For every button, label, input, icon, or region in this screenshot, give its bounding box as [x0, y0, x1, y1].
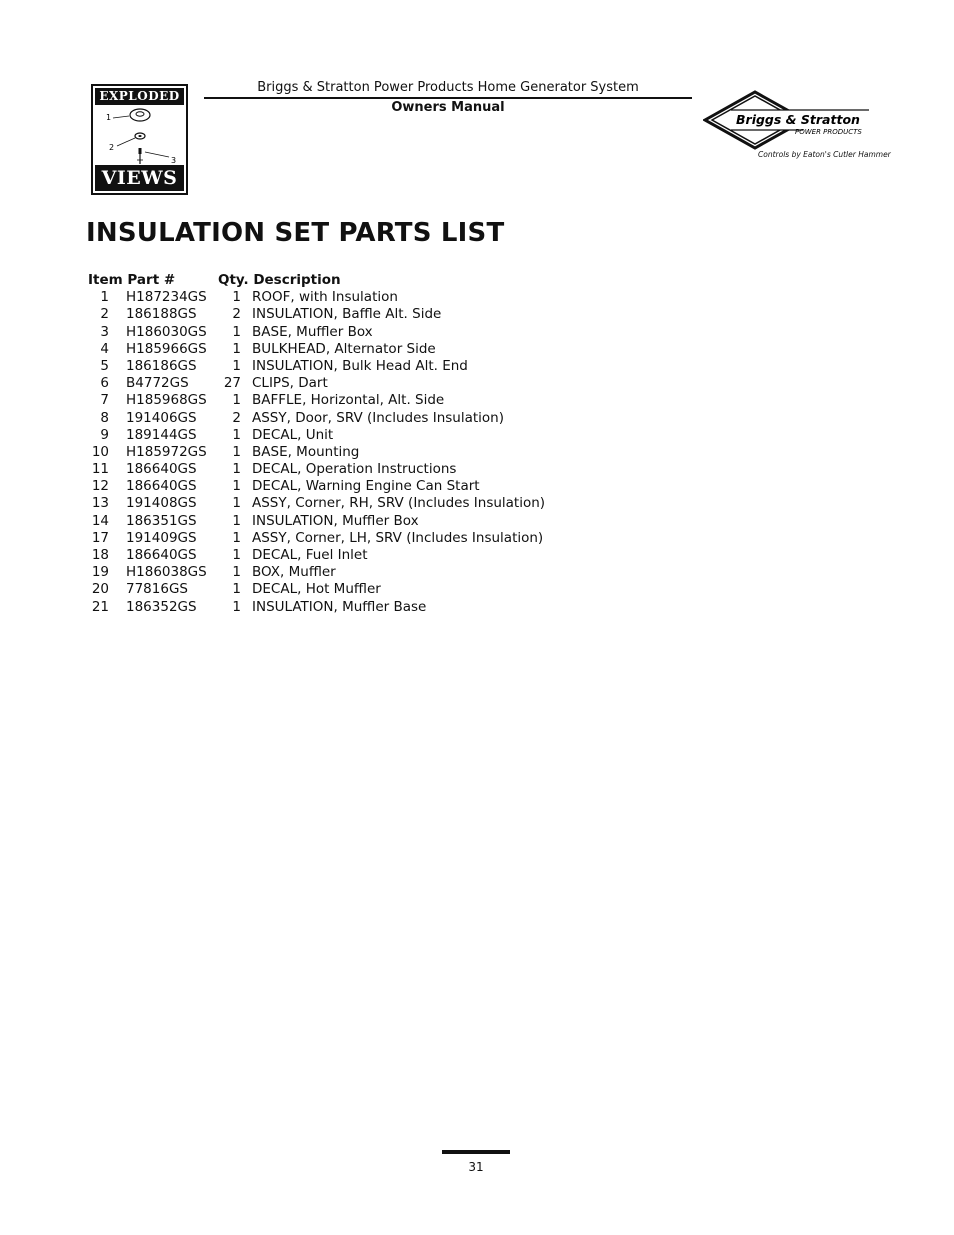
description: DECAL, Operation Instructions	[252, 461, 457, 478]
header-item-part: Item Part #	[88, 272, 176, 288]
description: BOX, Muffler	[252, 564, 336, 581]
description: INSULATION, Muffler Base	[252, 598, 427, 615]
item-number: 10	[91, 443, 109, 460]
description: ASSY, Door, SRV (Includes Insulation)	[252, 409, 504, 426]
description: DECAL, Unit	[252, 426, 334, 443]
quantity: 1	[232, 478, 241, 495]
item-number: 19	[91, 564, 109, 581]
item-number: 20	[91, 581, 109, 598]
badge-bottom-label: VIEWS	[95, 165, 184, 191]
description: DECAL, Warning Engine Can Start	[252, 478, 480, 495]
part-number: 191409GS	[126, 529, 197, 546]
quantity: 1	[232, 581, 241, 598]
quantity: 1	[232, 357, 241, 374]
footer-bar	[442, 1150, 510, 1154]
item-number: 12	[91, 478, 109, 495]
quantity: 1	[232, 392, 241, 409]
page-title: INSULATION SET PARTS LIST	[86, 218, 505, 248]
description: ASSY, Corner, RH, SRV (Includes Insulation)	[252, 495, 546, 512]
item-number: 7	[100, 392, 109, 409]
description: ROOF, with Insulation	[252, 289, 398, 306]
part-number: H185966GS	[126, 340, 207, 357]
part-number: 186352GS	[126, 598, 197, 615]
part-number: 186640GS	[126, 478, 197, 495]
quantity: 1	[232, 529, 241, 546]
quantity: 1	[232, 289, 241, 306]
part-number: H186030GS	[126, 323, 207, 340]
logo-brand: Briggs & Stratton	[736, 112, 860, 127]
description: BASE, Muffler Box	[252, 323, 373, 340]
exploded-views-badge	[91, 84, 188, 195]
item-number: 9	[100, 426, 109, 443]
badge-callout-2: 2	[109, 143, 115, 152]
quantity: 1	[232, 426, 241, 443]
description: ASSY, Corner, LH, SRV (Includes Insulation)	[252, 529, 544, 546]
quantity: 1	[232, 495, 241, 512]
description: INSULATION, Muffler Box	[252, 512, 419, 529]
part-number: B4772GS	[126, 375, 189, 392]
header-qty-description: Qty. Description	[218, 272, 341, 288]
quantity: 1	[232, 461, 241, 478]
description: BASE, Mounting	[252, 443, 360, 460]
document-subtitle: Briggs & Stratton Power Products Home Generator System	[257, 80, 639, 95]
item-number: 8	[100, 409, 109, 426]
logo-diamond-icon	[703, 90, 873, 150]
part-number: 186188GS	[126, 306, 197, 323]
description: DECAL, Fuel Inlet	[252, 547, 368, 563]
item-number: 2	[100, 306, 109, 323]
item-number: 6	[100, 375, 109, 392]
item-number: 17	[91, 529, 109, 546]
logo-division: POWER PRODUCTS	[795, 128, 862, 136]
page-number: 31	[468, 1160, 484, 1174]
part-number: H187234GS	[126, 289, 207, 306]
quantity: 1	[232, 443, 241, 460]
quantity: 2	[232, 306, 241, 323]
part-number: 186351GS	[126, 512, 197, 529]
part-number: H185968GS	[126, 392, 207, 409]
exploded-parts-icon	[93, 106, 186, 170]
item-number: 18	[91, 547, 109, 563]
badge-top-label: EXPLODED	[95, 88, 184, 105]
quantity: 1	[232, 547, 241, 563]
quantity: 1	[232, 598, 241, 615]
document-manual-label: Owners Manual	[391, 100, 505, 115]
part-number: H186038GS	[126, 564, 207, 581]
item-number: 11	[91, 461, 109, 478]
description: INSULATION, Bulk Head Alt. End	[252, 357, 468, 374]
description: BULKHEAD, Alternator Side	[252, 340, 436, 357]
quantity: 1	[232, 323, 241, 340]
part-number: H185972GS	[126, 443, 207, 460]
quantity: 1	[232, 564, 241, 581]
quantity: 27	[223, 375, 241, 392]
item-number: 5	[100, 357, 109, 374]
quantity: 1	[232, 340, 241, 357]
description: INSULATION, Baffle Alt. Side	[252, 306, 442, 323]
part-number: 191408GS	[126, 495, 197, 512]
item-number: 4	[100, 340, 109, 357]
quantity: 1	[232, 512, 241, 529]
part-number: 186186GS	[126, 357, 197, 374]
description: BAFFLE, Horizontal, Alt. Side	[252, 392, 445, 409]
quantity: 2	[232, 409, 241, 426]
badge-callout-3: 3	[171, 156, 177, 165]
item-number: 3	[100, 323, 109, 340]
part-number: 77816GS	[126, 581, 188, 598]
briggs-stratton-logo	[703, 90, 891, 165]
item-number: 13	[91, 495, 109, 512]
item-number: 21	[91, 598, 109, 615]
part-number: 186640GS	[126, 461, 197, 478]
part-number: 186640GS	[126, 547, 197, 563]
item-number: 1	[100, 289, 109, 306]
item-number: 14	[91, 512, 109, 529]
part-number: 189144GS	[126, 426, 197, 443]
description: DECAL, Hot Muffler	[252, 581, 381, 598]
header-divider	[204, 97, 692, 99]
badge-callout-1: 1	[106, 113, 112, 122]
part-number: 191406GS	[126, 409, 197, 426]
logo-tagline: Controls by Eaton's Cutler Hammer	[758, 150, 891, 159]
description: CLIPS, Dart	[252, 375, 328, 392]
